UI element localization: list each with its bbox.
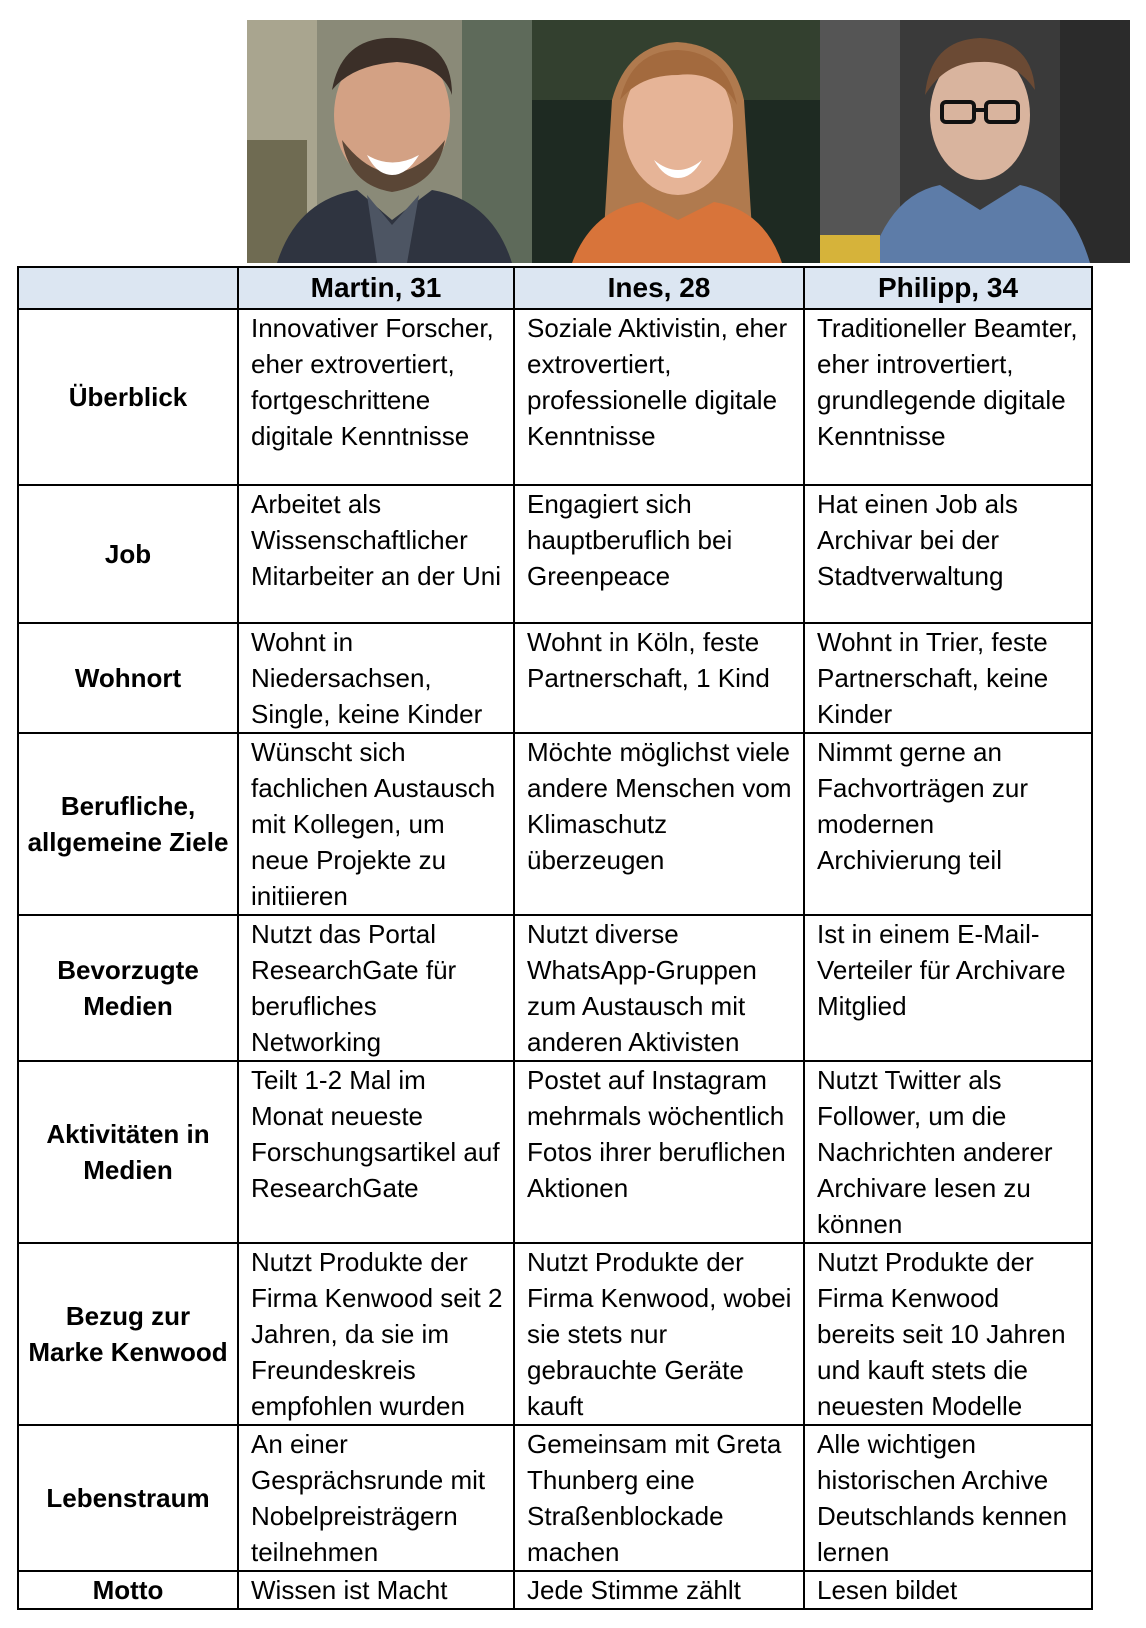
table-cell: Nutzt Produkte der Firma Kenwood seit 2 Jahren, da sie im Freundeskreis empfohlen wurden — [238, 1243, 514, 1425]
header-persona-2: Ines, 28 — [514, 267, 804, 309]
table-cell: Nutzt Produkte der Firma Kenwood bereits seit 10 Jahren und kauft stets die neuesten Modelle — [804, 1243, 1092, 1425]
table-row — [18, 309, 1092, 485]
table-cell: Traditioneller Beamter, eher introvertiert, grundlegende digitale Kenntnisse — [804, 309, 1092, 485]
table-cell: Engagiert sich hauptberuflich bei Greenpeace — [514, 485, 804, 623]
table-row — [18, 915, 1092, 1061]
row-label: Lebenstraum — [18, 1425, 238, 1571]
header-empty-cell — [18, 267, 238, 309]
table-cell: Nutzt Twitter als Follower, um die Nachrichten anderer Archivare lesen zu können — [804, 1061, 1092, 1243]
persona-photo-martin — [247, 20, 532, 263]
table-cell: Hat einen Job als Archivar bei der Stadtverwaltung — [804, 485, 1092, 623]
row-label: Aktivitäten in Medien — [18, 1061, 238, 1243]
table-cell: Wohnt in Köln, feste Partnerschaft, 1 Kind — [514, 623, 804, 733]
persona-photo-ines — [532, 20, 820, 263]
header-persona-3: Philipp, 34 — [804, 267, 1092, 309]
table-cell: Nutzt Produkte der Firma Kenwood, wobei sie stets nur gebrauchte Geräte kauft — [514, 1243, 804, 1425]
table-cell: Soziale Aktivistin, eher extrovertiert, professionelle digitale Kenntnisse — [514, 309, 804, 485]
header-persona-1: Martin, 31 — [238, 267, 514, 309]
row-label: Überblick — [18, 309, 238, 485]
table-cell: Postet auf Instagram mehrmals wöchentlich Fotos ihrer beruflichen Aktionen — [514, 1061, 804, 1243]
table-cell: Arbeitet als Wissenschaftlicher Mitarbeiter an der Uni — [238, 485, 514, 623]
table-cell: Wohnt in Trier, feste Partnerschaft, keine Kinder — [804, 623, 1092, 733]
table-row — [18, 1243, 1092, 1425]
table-row — [18, 485, 1092, 623]
persona-photos — [247, 20, 1130, 263]
row-label: Motto — [18, 1571, 238, 1609]
persona-table — [17, 266, 1093, 1610]
table-cell: Jede Stimme zählt — [514, 1571, 804, 1609]
persona-photo-philipp — [820, 20, 1130, 263]
table-cell: Alle wichtigen historischen Archive Deutschlands kennen lernen — [804, 1425, 1092, 1571]
table-row — [18, 733, 1092, 915]
table-row — [18, 1425, 1092, 1571]
row-label: Bevorzugte Medien — [18, 915, 238, 1061]
row-label: Berufliche, allgemeine Ziele — [18, 733, 238, 915]
table-cell: Lesen bildet — [804, 1571, 1092, 1609]
row-label: Job — [18, 485, 238, 623]
table-cell: Gemeinsam mit Greta Thunberg eine Straßenblockade machen — [514, 1425, 804, 1571]
table-cell: Nutzt diverse WhatsApp-Gruppen zum Austausch mit anderen Aktivisten — [514, 915, 804, 1061]
row-label: Bezug zur Marke Kenwood — [18, 1243, 238, 1425]
table-row — [18, 1571, 1092, 1609]
table-cell: An einer Gesprächsrunde mit Nobelpreisträgern teilnehmen — [238, 1425, 514, 1571]
table-cell: Wissen ist Macht — [238, 1571, 514, 1609]
table-header-row — [18, 267, 1092, 309]
table-row — [18, 1061, 1092, 1243]
table-cell: Nimmt gerne an Fachvorträgen zur modernen Archivierung teil — [804, 733, 1092, 915]
table-cell: Wohnt in Niedersachsen, Single, keine Kinder — [238, 623, 514, 733]
table-cell: Innovativer Forscher, eher extrovertiert, fortgeschrittene digitale Kenntnisse — [238, 309, 514, 485]
table-cell: Nutzt das Portal ResearchGate für berufliches Networking — [238, 915, 514, 1061]
table-cell: Möchte möglichst viele andere Menschen vom Klimaschutz überzeugen — [514, 733, 804, 915]
row-label: Wohnort — [18, 623, 238, 733]
table-cell: Ist in einem E-Mail-Verteiler für Archivare Mitglied — [804, 915, 1092, 1061]
table-row — [18, 623, 1092, 733]
table-cell: Teilt 1-2 Mal im Monat neueste Forschungsartikel auf ResearchGate — [238, 1061, 514, 1243]
table-cell: Wünscht sich fachlichen Austausch mit Kollegen, um neue Projekte zu initiieren — [238, 733, 514, 915]
